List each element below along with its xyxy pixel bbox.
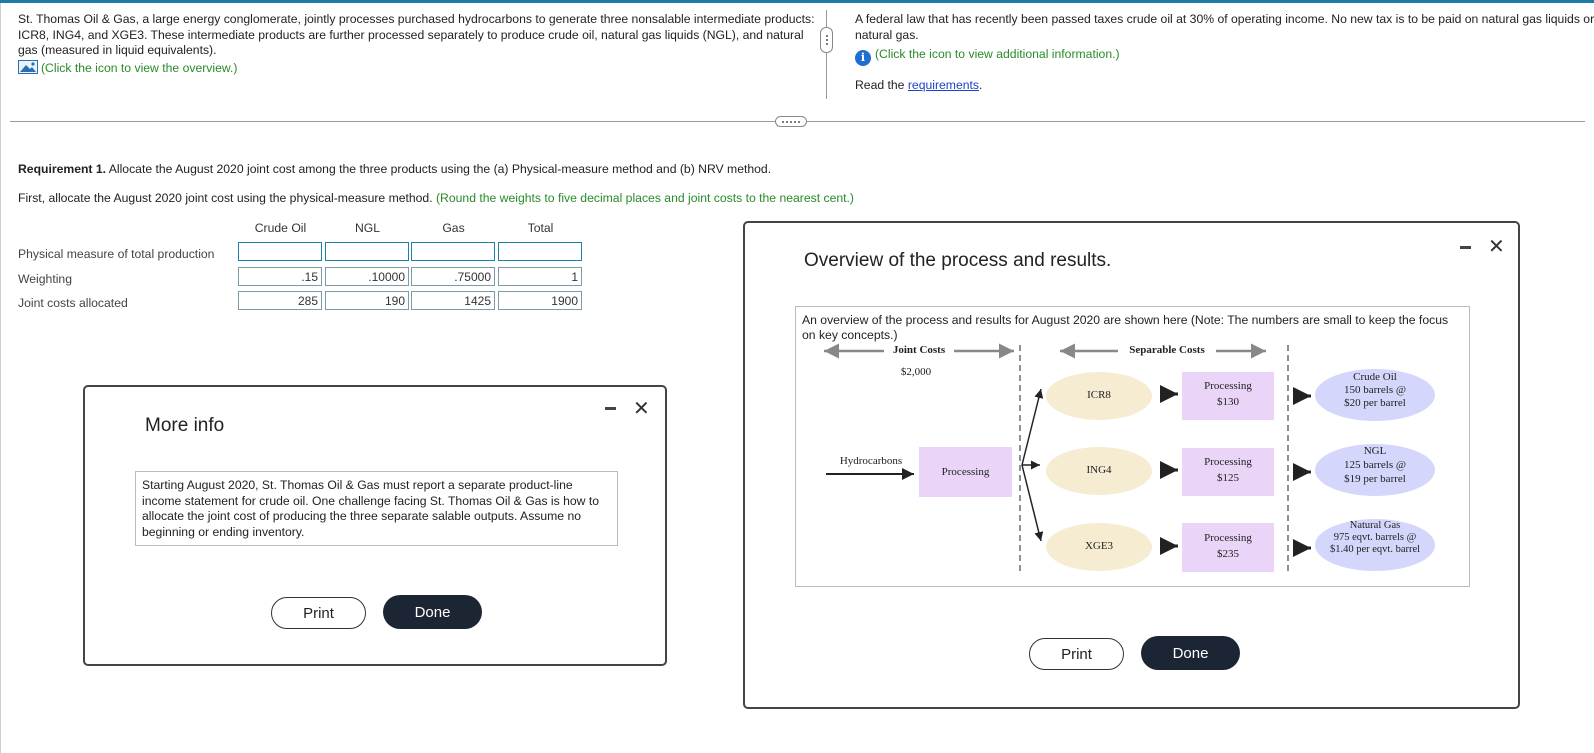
read-prefix: Read the: [855, 78, 908, 92]
horizontal-resize-handle[interactable]: [775, 116, 807, 127]
input-cell[interactable]: 190: [325, 291, 409, 310]
row-label: Joint costs allocated: [18, 296, 128, 310]
input-cell[interactable]: [411, 242, 495, 261]
left-border: [0, 3, 1, 753]
pane-divider-vertical: [826, 10, 827, 99]
problem-intro: [18, 12, 818, 78]
output-price: $20 per barrel: [1344, 397, 1406, 409]
input-cell[interactable]: 1: [498, 267, 582, 286]
close-icon[interactable]: ✕: [1488, 236, 1505, 258]
input-cell[interactable]: 1900: [498, 291, 582, 310]
input-cell[interactable]: 285: [238, 291, 322, 310]
print-button[interactable]: Print: [271, 597, 366, 629]
row-label: Physical measure of total production: [18, 247, 215, 261]
output-name: NGL: [1363, 445, 1387, 457]
processing-label: Processing: [1204, 456, 1252, 468]
processing-amount: $130: [1217, 396, 1239, 408]
processing-amount: $235: [1217, 548, 1239, 560]
done-button[interactable]: Done: [1141, 636, 1240, 670]
requirement-text: [18, 162, 771, 176]
instruction-body: First, allocate the August 2020 joint cost using the physical-measure method.: [18, 191, 436, 205]
processing-label: Processing: [1204, 532, 1252, 544]
intermediate-label: ICR8: [1087, 389, 1111, 401]
input-cell[interactable]: [325, 242, 409, 261]
print-button[interactable]: Print: [1029, 638, 1124, 670]
requirements-link[interactable]: requirements: [907, 78, 979, 92]
dialog-title: More info: [145, 415, 225, 436]
input-cell[interactable]: 1425: [411, 291, 495, 310]
output-qty: 150 barrels @: [1343, 384, 1407, 396]
processing-label: Processing: [1204, 380, 1252, 392]
row-label: Weighting: [18, 272, 72, 286]
overview-dialog: [743, 221, 1520, 709]
requirement-label: Requirement 1.: [18, 162, 107, 176]
minimize-icon[interactable]: [605, 407, 616, 410]
separable-costs-label: Separable Costs: [1129, 344, 1205, 356]
requirement-body: Allocate the August 2020 joint cost among the three products using the (a) Physical-measure method and (b) NRV method.: [106, 162, 772, 176]
overview-description: An overview of the process and results for August 2020 are shown here (Note: The numbers are small to keep the focus on key concepts.): [802, 313, 1449, 342]
intro-text: St. Thomas Oil & Gas, a large energy conglomerate, jointly processes purchased hydrocarbons to generate three nonsalable intermediate products: ICR8, ING4, and XGE3. These intermediate products are further processed separately to produce crude oil, natural gas liquids (NGL), and natural gas (measured in liquid equivalents).: [18, 12, 815, 57]
read-suffix: .: [979, 78, 983, 92]
column-header: Crude Oil: [254, 221, 307, 235]
joint-costs-label: Joint Costs: [892, 344, 946, 356]
output-name: Crude Oil: [1353, 371, 1397, 383]
input-cell[interactable]: .15: [238, 267, 322, 286]
more-info-text: Starting August 2020, St. Thomas Oil & Gas must report a separate product-line income statement for crude oil. One challenge facing St. Thomas Oil & Gas is how to allocate the joint cost of producing the three separate salable outputs. Assume no beginning or ending inventory.: [135, 471, 618, 546]
intermediate-label: XGE3: [1084, 540, 1114, 552]
more-info-dialog: [83, 385, 667, 666]
input-cell[interactable]: .10000: [325, 267, 409, 286]
joint-cost-amount: $2,000: [900, 366, 932, 378]
output-qty: 125 barrels @: [1343, 459, 1407, 471]
vertical-resize-handle[interactable]: [820, 27, 833, 53]
info-link[interactable]: (Click the icon to view additional information.): [875, 47, 1120, 61]
problem-intro-right: [855, 12, 1594, 94]
overview-link[interactable]: (Click the icon to view the overview.): [41, 60, 238, 75]
input-cell[interactable]: .75000: [411, 267, 495, 286]
hydrocarbons-label: Hydrocarbons: [839, 455, 903, 467]
input-cell[interactable]: [238, 242, 322, 261]
close-icon[interactable]: ✕: [633, 398, 650, 420]
image-icon[interactable]: [18, 60, 38, 79]
top-accent-bar: [0, 0, 1594, 3]
instruction-note: (Round the weights to five decimal places and joint costs to the nearest cent.): [436, 191, 854, 205]
intermediate-label: ING4: [1086, 464, 1112, 476]
column-header: NGL: [354, 221, 381, 235]
column-header: Total: [527, 221, 554, 235]
joint-processing-label: Processing: [941, 466, 990, 478]
processing-amount: $125: [1217, 472, 1239, 484]
output-price: $19 per barrel: [1344, 473, 1406, 485]
output-qty: 975 eqvt. barrels @: [1333, 532, 1417, 543]
overview-figure: [795, 306, 1470, 587]
column-header: Gas: [442, 221, 465, 235]
dialog-title: Overview of the process and results.: [804, 250, 1112, 271]
info-icon[interactable]: i: [855, 50, 871, 66]
instruction-text: [18, 191, 854, 205]
law-text: A federal law that has recently been passed taxes crude oil at 30% of operating income. No new tax is to be paid on natural gas liquids or natural gas.: [855, 12, 1594, 42]
done-button[interactable]: Done: [383, 595, 482, 629]
output-name: Natural Gas: [1349, 520, 1401, 531]
output-price: $1.40 per eqvt. barrel: [1329, 544, 1421, 555]
minimize-icon[interactable]: [1460, 246, 1471, 249]
input-cell[interactable]: [498, 242, 582, 261]
